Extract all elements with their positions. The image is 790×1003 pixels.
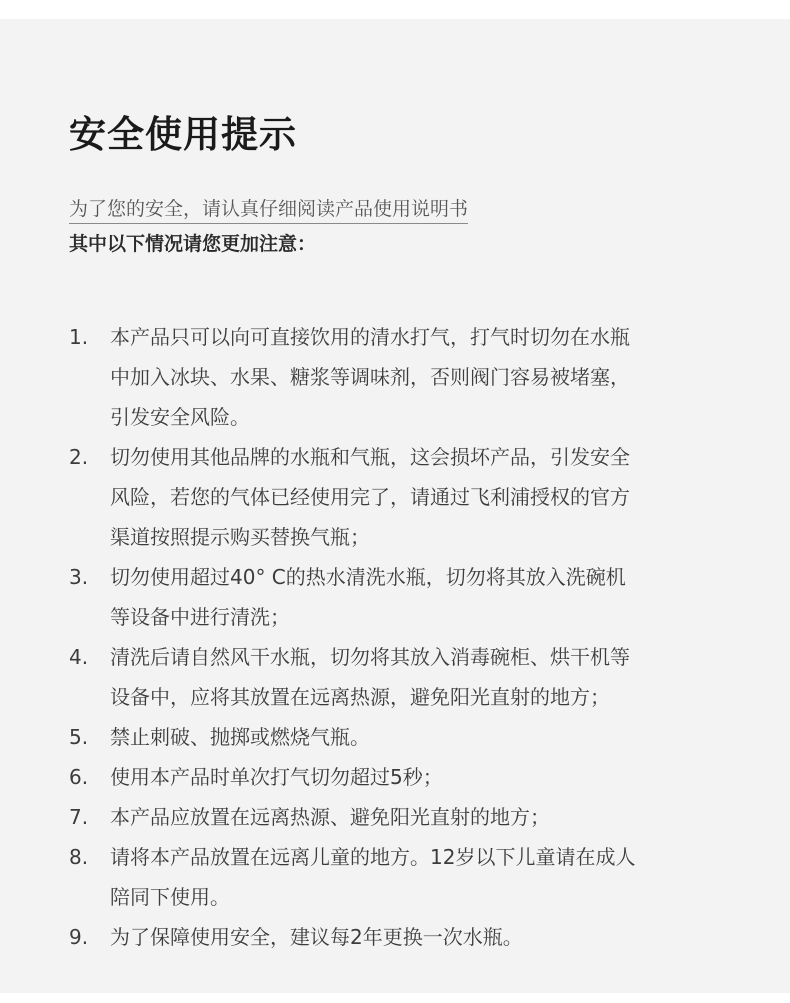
item-number: 9. bbox=[69, 925, 89, 949]
item-number: 8. bbox=[69, 845, 89, 869]
item-line: 渠道按照提示购买替换气瓶； bbox=[110, 525, 370, 549]
item-number: 4. bbox=[69, 645, 89, 669]
list-item bbox=[69, 717, 729, 757]
page-title: 安全使用提示 bbox=[69, 113, 297, 156]
item-line: 请将本产品放置在远离儿童的地方。12岁以下儿童请在成人 bbox=[110, 845, 636, 869]
list-item bbox=[69, 757, 729, 797]
list-item bbox=[69, 637, 729, 717]
item-line: 等设备中进行清洗； bbox=[110, 605, 290, 629]
item-line: 风险，若您的气体已经使用完了，请通过飞利浦授权的官方 bbox=[110, 485, 630, 509]
item-number: 3. bbox=[69, 565, 89, 589]
item-line: 为了保障使用安全，建议每2年更换一次水瓶。 bbox=[110, 925, 523, 949]
item-line: 使用本产品时单次打气切勿超过5秒； bbox=[110, 765, 443, 789]
item-number: 1. bbox=[69, 325, 89, 349]
item-number: 6. bbox=[69, 765, 89, 789]
item-line: 中加入冰块、水果、糖浆等调味剂，否则阀门容易被堵塞， bbox=[110, 365, 630, 389]
item-line: 禁止刺破、抛掷或燃烧气瓶。 bbox=[110, 725, 370, 749]
item-number: 5. bbox=[69, 725, 89, 749]
item-number: 7. bbox=[69, 805, 89, 829]
item-line: 陪同下使用。 bbox=[110, 885, 230, 909]
list-item bbox=[69, 837, 729, 917]
list-item bbox=[69, 797, 729, 837]
subtitle: 为了您的安全，请认真仔细阅读产品使用说明书 bbox=[69, 197, 468, 224]
list-item bbox=[69, 557, 729, 637]
item-line: 本产品只可以向可直接饮用的清水打气，打气时切勿在水瓶 bbox=[110, 325, 630, 349]
list-item bbox=[69, 917, 729, 957]
safety-list bbox=[69, 317, 729, 957]
item-line: 设备中，应将其放置在远离热源，避免阳光直射的地方； bbox=[110, 685, 610, 709]
item-line: 清洗后请自然风干水瓶，切勿将其放入消毒碗柜、烘干机等 bbox=[110, 645, 630, 669]
list-item bbox=[69, 317, 729, 437]
document-sheet bbox=[0, 19, 790, 993]
item-line: 切勿使用超过40° C的热水清洗水瓶，切勿将其放入洗碗机 bbox=[110, 565, 626, 589]
list-item bbox=[69, 437, 729, 557]
item-line: 引发安全风险。 bbox=[110, 405, 250, 429]
item-line: 切勿使用其他品牌的水瓶和气瓶，这会损坏产品，引发安全 bbox=[110, 445, 630, 469]
item-line: 本产品应放置在远离热源、避免阳光直射的地方； bbox=[110, 805, 550, 829]
item-number: 2. bbox=[69, 445, 89, 469]
notice-heading: 其中以下情况请您更加注意： bbox=[69, 233, 317, 255]
